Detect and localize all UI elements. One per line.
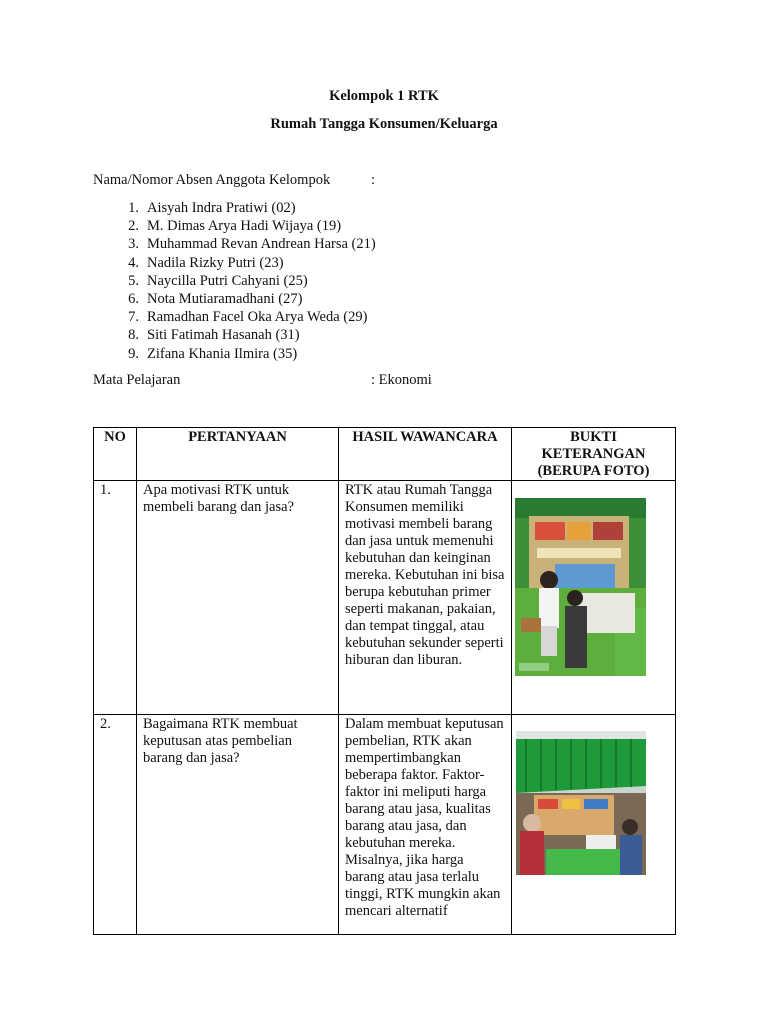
document-title: Kelompok 1 RTK	[329, 88, 439, 104]
member-item: 4. Nadila Rizky Putri (23)	[128, 254, 284, 271]
subject-label: Mata Pelajaran	[93, 372, 181, 388]
table-row	[94, 715, 676, 935]
table-header-row	[94, 428, 676, 481]
header-no: NO	[94, 428, 137, 481]
member-item: 5. Naycilla Putri Cahyani (25)	[128, 272, 308, 289]
row-result: Dalam membuat keputusan pembelian, RTK akan mempertimbangkan beberapa faktor. Faktor-faktor ini meliputi harga barang atau jasa, kualitas barang atau jasa, dan kebutuhan mereka. Misalnya, jika harga barang atau jasa terlalu tinggi, RTK mungkin akan mencari alternatif	[339, 715, 512, 935]
interview-table	[93, 427, 676, 935]
member-item: 1. Aisyah Indra Pratiwi (02)	[128, 200, 296, 216]
evidence-photo	[515, 498, 646, 676]
row-question: Apa motivasi RTK untuk membeli barang dan jasa?	[137, 481, 339, 715]
member-list	[93, 199, 376, 363]
subject-value: : Ekonomi	[371, 372, 432, 388]
document-subtitle: Rumah Tangga Konsumen/Keluarga	[270, 116, 498, 132]
row-evidence	[512, 481, 676, 715]
evidence-photo	[516, 731, 646, 875]
row-number: 2.	[94, 715, 137, 935]
members-label: Nama/Nomor Absen Anggota Kelompok	[93, 172, 331, 188]
row-number: 1.	[94, 481, 137, 715]
header-evidence: BUKTI KETERANGAN (BERUPA FOTO)	[512, 428, 676, 481]
row-result: RTK atau Rumah Tangga Konsumen memiliki motivasi membeli barang dan jasa untuk memenuhi kebutuhan dan keinginan mereka. Kebutuhan ini bisa berupa kebutuhan primer seperti makanan, pakaian, dan tempat tinggal, atau kebutuhan sekunder seperti hiburan dan liburan.	[339, 481, 512, 715]
header-question: PERTANYAAN	[137, 428, 339, 481]
member-item: 8. Siti Fatimah Hasanah (31)	[128, 327, 300, 344]
member-item: 6. Nota Mutiaramadhani (27)	[128, 290, 303, 307]
row-question: Bagaimana RTK membuat keputusan atas pembelian barang dan jasa?	[137, 715, 339, 935]
member-item: 2. M. Dimas Arya Hadi Wijaya (19)	[128, 218, 342, 235]
row-evidence	[512, 715, 676, 935]
member-item: 9. Zifana Khania Ilmira (35)	[128, 345, 298, 362]
member-item: 7. Ramadhan Facel Oka Arya Weda (29)	[128, 309, 368, 326]
table-row	[94, 481, 676, 715]
member-item: 3. Muhammad Revan Andrean Harsa (21)	[128, 236, 376, 253]
header-result: HASIL WAWANCARA	[339, 428, 512, 481]
members-colon: :	[371, 172, 376, 188]
